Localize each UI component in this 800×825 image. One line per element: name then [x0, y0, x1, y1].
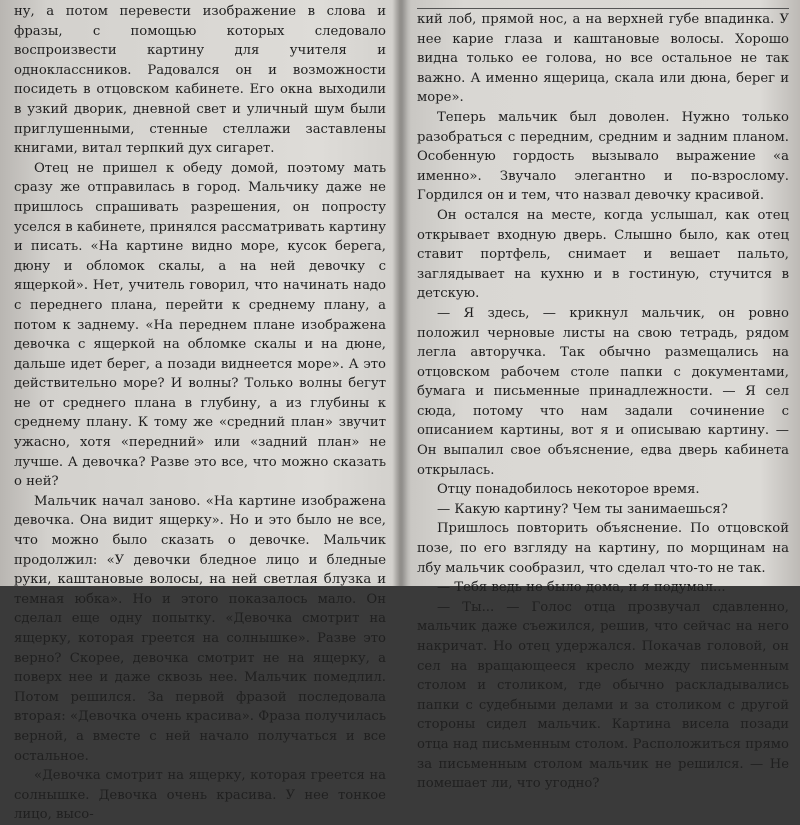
paragraph: Отцу понадобилось некоторое время.	[437, 482, 700, 498]
book-gutter	[393, 0, 411, 586]
paragraph: — Я здесь, — крикнул мальчик, он ровно положил черновые листы на свою тетрадь, рядом легла авторучка. Так обычно размещались на отцовском рабочем столе папки с документами, бумага и письменные принадлежности. — Я сел сюда, потому что нам задали сочинение с описанием картины, вот я и описываю картину. — Он выпалил свое объяснение, едва дверь кабинета открылась.	[417, 305, 789, 478]
header-rule	[417, 8, 789, 9]
paragraph: «Девочка смотрит на ящерку, которая греется на солнышке. Девочка очень красива. У нее тонкое лицо, высо-	[14, 768, 386, 823]
paragraph: кий лоб, прямой нос, а на верхней губе впадинка. У нее карие глаза и каштановые волосы. Хорошо видна только ее голова, но все остальное не так важно. А именно ящерица, скала или дюна, берег и море».	[417, 12, 789, 106]
left-page	[14, 2, 387, 823]
paragraph: — Ты... — Голос отца прозвучал сдавленно, мальчик даже съежился, решив, что сейчас на него накричат. Но отец удержался. Покачав головой, он сел на вращающееся кресло между письменным столом и столиком, где обычно раскладывались папки с судебными делами и за столиком с другой стороны сидел мальчик. Картина висела позади отца над письменным столом. Расположиться прямо за письменным столом мальчик не решился. — Не помешает ли, что угодно?	[417, 599, 789, 792]
paragraph: Пришлось повторить объяснение. По отцовской позе, по его взгляду на картину, по морщинам на лбу мальчик сообразил, что сделал что-то не так.	[417, 521, 789, 576]
paragraph: Отец не пришел к обеду домой, поэтому мать сразу же отправилась в город. Мальчику даже не пришлось спрашивать разрешения, он попросту уселся в кабинете, принялся рассматривать картину и писать. «На картине видно море, кусок берега, дюну и обломок скалы, а на ней девочку с ящеркой». Нет, учитель говорил, что начинать надо с переднего плана, перейти к среднему плану, а потом к заднему. «На переднем плане изображена девочка с ящеркой на обломке скалы и на дюне, дальше идет берег, а позади виднеется море». А это действительно море? И волны? Только волны бегут не от среднего плана в глубину, а из глубины к среднему плану. К тому же «средний план» звучит ужасно, хотя «передний» или «задний план» не лучше. А девочка? Разве это все, что можно сказать о ней?	[14, 160, 387, 490]
paragraph: Он остался на месте, когда услышал, как отец открывает входную дверь. Слышно было, как отец ставит портфель, снимает и вешает пальто, заглядывает на кухню и в гостиную, стучится в детскую.	[417, 207, 789, 302]
paragraph: Теперь мальчик был доволен. Нужно только разобраться с передним, средним и задним планом. Особенную гордость вызывало выражение «а именно». Звучало элегантно и по-взрослому. Гордился он и тем, что назвал девочку красивой.	[417, 109, 789, 204]
paragraph: ну, а потом перевести изображение в слова и фразы, с помощью которых следовало воспроизвести картину для учителя и одноклассников. Радовался он и возможности посидеть в отцовском кабинете. Его окна выходили в узкий дворик, дневной свет и уличный шум были приглушенными, стенные стеллажи заставлены книгами, витал терпкий дух сигарет.	[14, 4, 386, 157]
right-page	[417, 10, 789, 792]
paragraph: Мальчик начал заново. «На картине изображена девочка. Она видит ящерку». Но и это было не все, что можно было сказать о девочке. Мальчик продолжил: «У девочки бледное лицо и бледные руки, каштановые волосы, на ней светлая блузка и темная юбка». Но и этого показалось мало. Он сделал еще одну попытку. «Девочка смотрит на ящерку, которая греется на солнышке». Разве это верно? Скорее, девочка смотрит не на ящерку, а поверх нее и даже сквозь нее. Мальчик помедлил. Потом решился. За первой фразой последовала вторая: «Девочка очень красива». Фраза получилась верной, а вместе с ней начало получаться и все остальное.	[14, 493, 386, 764]
paragraph: — Какую картину? Чем ты занимаешься?	[437, 501, 728, 517]
paragraph: — Тебя ведь не было дома, и я подумал...	[437, 580, 726, 596]
